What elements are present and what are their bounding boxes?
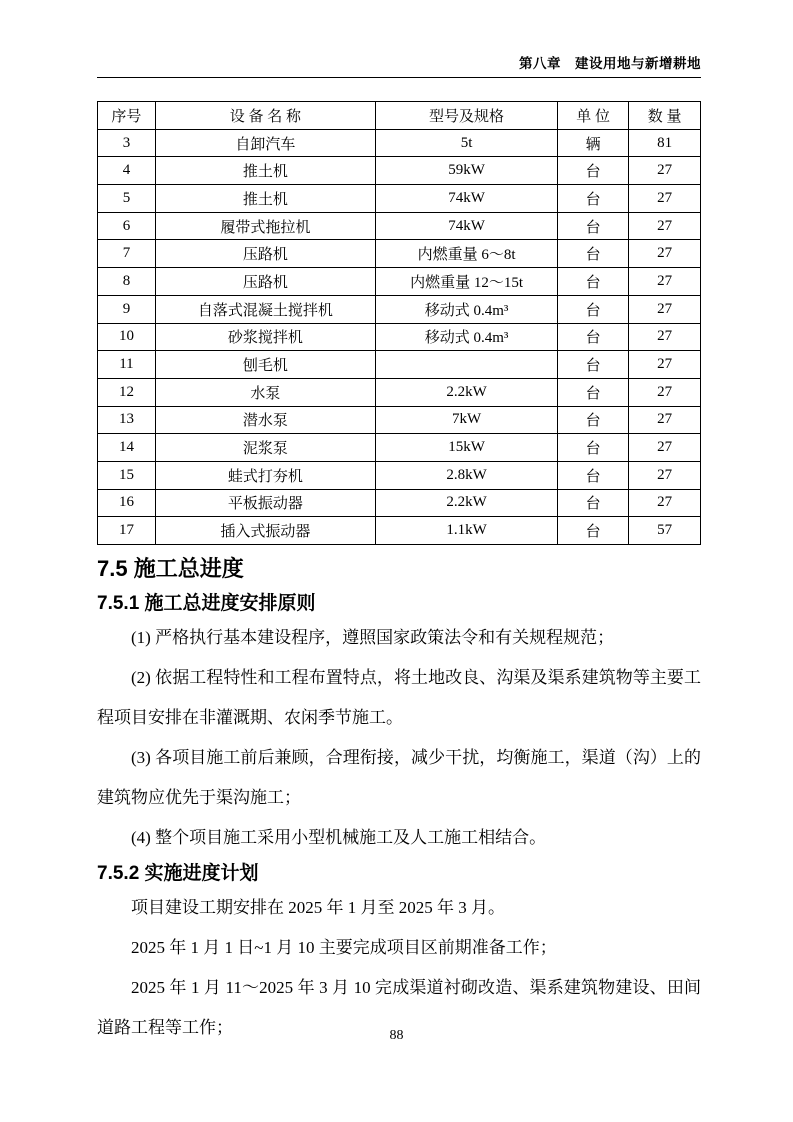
table-cell (375, 351, 557, 379)
table-row (98, 129, 701, 157)
table-cell: 履带式拖拉机 (155, 212, 375, 240)
table-cell: 27 (629, 351, 701, 379)
table-cell: 推土机 (155, 157, 375, 185)
table-cell: 8 (98, 268, 156, 296)
table-cell: 砂浆搅拌机 (155, 323, 375, 351)
table-cell: 16 (98, 489, 156, 517)
table-cell: 4 (98, 157, 156, 185)
table-cell: 5t (375, 129, 557, 157)
table-cell: 10 (98, 323, 156, 351)
table-cell: 27 (629, 268, 701, 296)
table-cell: 6 (98, 212, 156, 240)
table-cell: 2.2kW (375, 378, 557, 406)
table-cell: 7kW (375, 406, 557, 434)
table-cell: 水泵 (155, 378, 375, 406)
table-cell: 27 (629, 434, 701, 462)
table-cell: 27 (629, 295, 701, 323)
chapter-title: 第八章 建设用地与新增耕地 (519, 56, 701, 71)
table-cell: 插入式振动器 (155, 517, 375, 545)
table-cell: 2.2kW (375, 489, 557, 517)
table-cell: 5 (98, 185, 156, 213)
table-cell: 刨毛机 (155, 351, 375, 379)
principle-item-3: (3) 各项目施工前后兼顾，合理衔接，减少干扰，均衡施工，渠道（沟）上的建筑物应优先于渠沟施工； (97, 748, 701, 807)
table-cell: 1.1kW (375, 517, 557, 545)
column-header-name: 设 备 名 称 (155, 102, 375, 130)
table-row (98, 295, 701, 323)
table-cell: 自卸汽车 (155, 129, 375, 157)
column-header-spec: 型号及规格 (375, 102, 557, 130)
table-cell: 27 (629, 157, 701, 185)
section-7-5-2-title: 7.5.2 实施进度计划 (97, 863, 259, 884)
column-header-quantity: 数 量 (629, 102, 701, 130)
table-cell: 74kW (375, 185, 557, 213)
table-cell: 台 (558, 295, 629, 323)
table-cell: 推土机 (155, 185, 375, 213)
table-cell: 平板振动器 (155, 489, 375, 517)
table-row (98, 323, 701, 351)
table-cell: 台 (558, 489, 629, 517)
table-cell: 台 (558, 212, 629, 240)
table-cell: 27 (629, 489, 701, 517)
page-number: 88 (389, 1028, 404, 1043)
table-cell: 27 (629, 185, 701, 213)
table-row (98, 157, 701, 185)
table-cell: 辆 (558, 129, 629, 157)
table-cell: 台 (558, 517, 629, 545)
table-cell: 13 (98, 406, 156, 434)
running-header (97, 52, 701, 78)
equipment-table-body (98, 129, 701, 544)
table-cell: 27 (629, 212, 701, 240)
principle-item-1: (1) 严格执行基本建设程序，遵照国家政策法令和有关规程规范； (131, 628, 615, 647)
table-cell: 潜水泵 (155, 406, 375, 434)
principle-item-4: (4) 整个项目施工采用小型机械施工及人工施工相结合。 (131, 828, 547, 847)
table-cell: 压路机 (155, 268, 375, 296)
table-row (98, 240, 701, 268)
table-row (98, 517, 701, 545)
table-cell: 15 (98, 461, 156, 489)
table-cell: 台 (558, 461, 629, 489)
table-cell: 台 (558, 406, 629, 434)
schedule-paragraph-3: 2025 年 1 月 11～2025 年 3 月 10 完成渠道衬砌改造、渠系建筑物建设、田间道路工程等工作； (97, 978, 701, 1037)
table-cell: 17 (98, 517, 156, 545)
table-cell: 台 (558, 240, 629, 268)
table-cell: 泥浆泵 (155, 434, 375, 462)
table-cell: 74kW (375, 212, 557, 240)
table-cell: 2.8kW (375, 461, 557, 489)
page-content (97, 52, 701, 1048)
table-cell: 台 (558, 268, 629, 296)
table-header-row (98, 102, 701, 130)
table-row (98, 406, 701, 434)
table-cell: 台 (558, 185, 629, 213)
table-cell: 台 (558, 378, 629, 406)
table-cell: 内燃重量 6～8t (375, 240, 557, 268)
table-cell: 内燃重量 12～15t (375, 268, 557, 296)
table-cell: 15kW (375, 434, 557, 462)
table-cell: 57 (629, 517, 701, 545)
schedule-paragraph-1: 项目建设工期安排在 2025 年 1 月至 2025 年 3 月。 (131, 898, 505, 917)
column-header-index: 序号 (98, 102, 156, 130)
table-cell: 台 (558, 434, 629, 462)
section-7-5-title: 7.5 施工总进度 (97, 556, 244, 581)
table-cell: 27 (629, 406, 701, 434)
table-cell: 14 (98, 434, 156, 462)
table-cell: 移动式 0.4m³ (375, 323, 557, 351)
section-7-5-1-title: 7.5.1 施工总进度安排原则 (97, 593, 316, 614)
table-cell: 27 (629, 323, 701, 351)
table-cell: 27 (629, 378, 701, 406)
table-cell: 压路机 (155, 240, 375, 268)
table-cell: 台 (558, 323, 629, 351)
table-cell: 7 (98, 240, 156, 268)
equipment-table (97, 101, 701, 545)
table-cell: 27 (629, 461, 701, 489)
table-row (98, 351, 701, 379)
table-row (98, 212, 701, 240)
column-header-unit: 单 位 (558, 102, 629, 130)
table-row (98, 378, 701, 406)
table-cell: 9 (98, 295, 156, 323)
table-cell: 3 (98, 129, 156, 157)
table-cell: 蛙式打夯机 (155, 461, 375, 489)
principle-item-2: (2) 依据工程特性和工程布置特点，将土地改良、沟渠及渠系建筑物等主要工程项目安排在非灌溉期、农闲季节施工。 (97, 668, 701, 727)
table-row (98, 489, 701, 517)
table-cell: 12 (98, 378, 156, 406)
table-cell: 自落式混凝土搅拌机 (155, 295, 375, 323)
table-row (98, 268, 701, 296)
table-row (98, 434, 701, 462)
table-cell: 81 (629, 129, 701, 157)
table-row (98, 185, 701, 213)
table-cell: 59kW (375, 157, 557, 185)
table-cell: 11 (98, 351, 156, 379)
table-row (98, 461, 701, 489)
table-cell: 台 (558, 351, 629, 379)
schedule-paragraph-2: 2025 年 1 月 1 日~1 月 10 主要完成项目区前期准备工作； (131, 938, 557, 957)
table-cell: 台 (558, 157, 629, 185)
table-cell: 移动式 0.4m³ (375, 295, 557, 323)
table-cell: 27 (629, 240, 701, 268)
